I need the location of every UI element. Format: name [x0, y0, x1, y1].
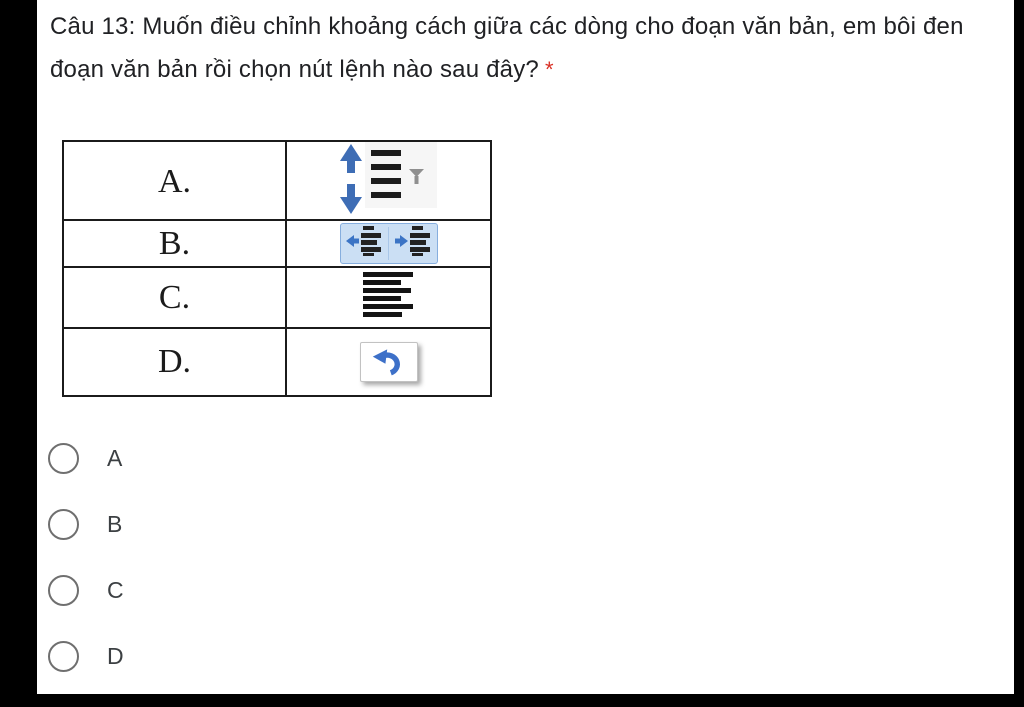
form-question-card	[37, 0, 1014, 694]
table-cell-letter: C.	[64, 268, 287, 327]
options-list	[48, 443, 124, 707]
button-divider	[388, 227, 389, 260]
option-row-a[interactable]	[48, 443, 124, 474]
question-title	[50, 5, 998, 91]
table-cell-icon	[287, 142, 490, 221]
table-cell-icon	[287, 268, 490, 327]
line-spacing-icon	[339, 142, 439, 221]
table-cell-letter: B.	[64, 221, 287, 266]
table-row	[64, 142, 490, 221]
table-row	[64, 221, 490, 268]
table-cell-letter: D.	[64, 329, 287, 395]
option-label: A	[107, 445, 123, 471]
answer-choices-table	[62, 140, 492, 397]
option-label: B	[107, 511, 123, 537]
undo-icon	[360, 342, 418, 382]
option-row-d[interactable]	[48, 641, 124, 672]
indent-decrease-increase-icon	[340, 223, 438, 264]
option-row-b[interactable]	[48, 509, 124, 540]
option-row-c[interactable]	[48, 575, 124, 606]
table-cell-icon	[287, 329, 490, 395]
radio-button-b[interactable]	[48, 509, 79, 540]
question-text: Câu 13: Muốn điều chỉnh khoảng cách giữa các dòng cho đoạn văn bản, em bôi đen đoạn văn bản rồi chọn nút lệnh nào sau đây?	[50, 13, 964, 83]
table-cell-letter: A.	[64, 142, 287, 221]
align-left-icon	[363, 272, 415, 323]
table-row	[64, 329, 490, 395]
radio-button-d[interactable]	[48, 641, 79, 672]
radio-button-a[interactable]	[48, 443, 79, 474]
table-row	[64, 268, 490, 329]
decrease-indent-icon	[346, 225, 382, 262]
table-cell-icon	[287, 221, 490, 266]
required-asterisk: *	[544, 57, 554, 82]
option-label: C	[107, 577, 124, 603]
increase-indent-icon	[395, 225, 431, 262]
radio-button-c[interactable]	[48, 575, 79, 606]
option-label: D	[107, 643, 124, 669]
